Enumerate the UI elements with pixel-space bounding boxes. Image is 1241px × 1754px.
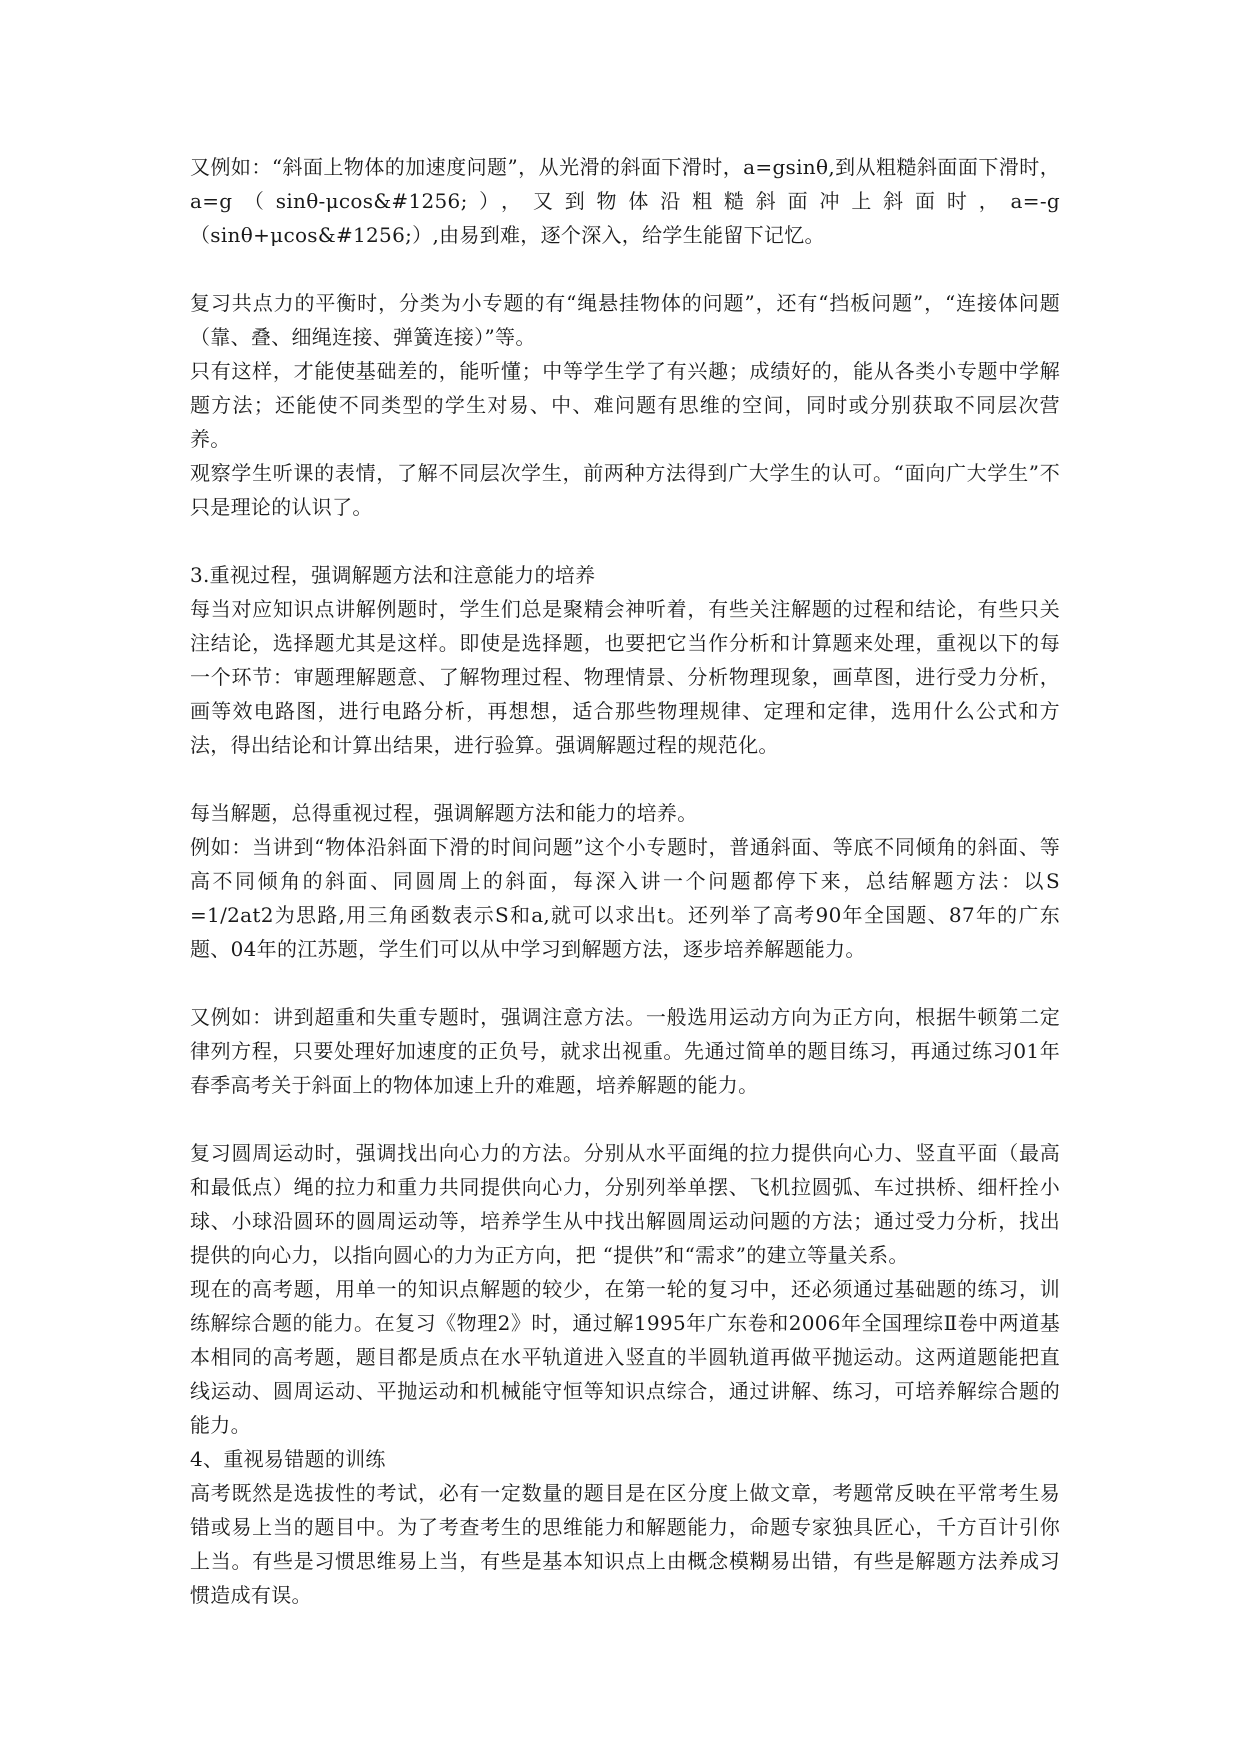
paragraph-incline-acceleration: 又例如：“斜面上物体的加速度问题”，从光滑的斜面下滑时，a=gsinθ,到从粗糙斜面面下滑时，a=g（sinθ-μcos&#1256;），又到物体沿粗糙斜面冲上斜面时，a=-g（sinθ+μcos&#1256;）,由易到难，逐个深入，给学生能留下记忆。 bbox=[190, 155, 1060, 247]
paragraph-overweight: 又例如：讲到超重和失重专题时，强调注意方法。一般选用运动方向为正方向，根据牛顿第二定律列方程，只要处理好加速度的正负号，就求出视重。先通过简单的题目练习，再通过练习01年春季高考关于斜面上的物体加速上升的难题，培养解题的能力。 bbox=[190, 1005, 1060, 1097]
section-heading-3: 3.重视过程，强调解题方法和注意能力的培养 bbox=[190, 563, 596, 587]
paragraph-gap bbox=[190, 762, 1060, 796]
paragraph-observation: 观察学生听课的表情，了解不同层次学生，前两种方法得到广大学生的认可。“面向广大学生”不只是理论的认识了。 bbox=[190, 461, 1060, 519]
paragraph-incline-time: 例如：当讲到“物体沿斜面下滑的时间问题”这个小专题时，普通斜面、等底不同倾角的斜面、等高不同倾角的斜面、同圆周上的斜面，每深入讲一个问题都停下来，总结解题方法：以S =1/2at2为思路,用三角函数表示S和a,就可以求出t。还列举了高考90年全国题、87年的广东题、04年的江苏题，学生们可以从中学习到解题方法，逐步培养解题能力。 bbox=[190, 835, 1060, 961]
paragraph-gap bbox=[190, 966, 1060, 1000]
paragraph-student-levels: 只有这样，才能使基础差的，能听懂；中等学生学了有兴趣；成绩好的，能从各类小专题中学解题方法；还能使不同类型的学生对易、中、难问题有思维的空间，同时或分别获取不同层次营养。 bbox=[190, 359, 1060, 451]
paragraph-gap bbox=[190, 252, 1060, 286]
paragraph-force-equilibrium: 复习共点力的平衡时，分类为小专题的有“绳悬挂物体的问题”，还有“挡板问题”，“连接体问题（靠、叠、细绳连接、弹簧连接）”等。 bbox=[190, 291, 1060, 349]
paragraph-circular-motion: 复习圆周运动时，强调找出向心力的方法。分别从水平面绳的拉力提供向心力、竖直平面（最高和最低点）绳的拉力和重力共同提供向心力，分别列举单摆、飞机拉圆弧、车过拱桥、细杆拴小球、小球沿圆环的圆周运动等，培养学生从中找出解圆周运动问题的方法；通过受力分析，找出提供的向心力，以指向圆心的力为正方向，把 “提供”和“需求”的建立等量关系。 bbox=[190, 1141, 1060, 1267]
paragraph-gap bbox=[190, 1102, 1060, 1136]
paragraph-example-process: 每当对应知识点讲解例题时，学生们总是聚精会神听着，有些关注解题的过程和结论，有些只关注结论，选择题尤其是这样。即使是选择题，也要把它当作分析和计算题来处理，重视以下的每一个环节：审题理解题意、了解物理过程、物理情景、分析物理现象，画草图，进行受力分析，画等效电路图，进行电路分析，再想想，适合那些物理规律、定理和定律，选用什么公式和方法，得出结论和计算出结果，进行验算。强调解题过程的规范化。 bbox=[190, 597, 1060, 757]
paragraph-solving-emphasis: 每当解题，总得重视过程，强调解题方法和能力的培养。 bbox=[190, 801, 698, 825]
paragraph-gap bbox=[190, 524, 1060, 558]
section-heading-4: 4、重视易错题的训练 bbox=[190, 1447, 386, 1471]
paragraph-error-prone: 高考既然是选拔性的考试，必有一定数量的题目是在区分度上做文章，考题常反映在平常考生易错或易上当的题目中。为了考查考生的思维能力和解题能力，命题专家独具匠心，千方百计引你上当。有些是习惯思维易上当，有些是基本知识点上由概念模糊易出错，有些是解题方法养成习惯造成有误。 bbox=[190, 1481, 1060, 1607]
paragraph-comprehensive: 现在的高考题，用单一的知识点解题的较少，在第一轮的复习中，还必须通过基础题的练习，训练解综合题的能力。在复习《物理2》时，通过解1995年广东卷和2006年全国理综Ⅱ卷中两道基本相同的高考题，题目都是质点在水平轨道进入竖直的半圆轨道再做平抛运动。这两道题能把直线运动、圆周运动、平抛运动和机械能守恒等知识点综合，通过讲解、练习，可培养解综合题的能力。 bbox=[190, 1277, 1060, 1437]
document-body bbox=[190, 150, 1060, 1612]
